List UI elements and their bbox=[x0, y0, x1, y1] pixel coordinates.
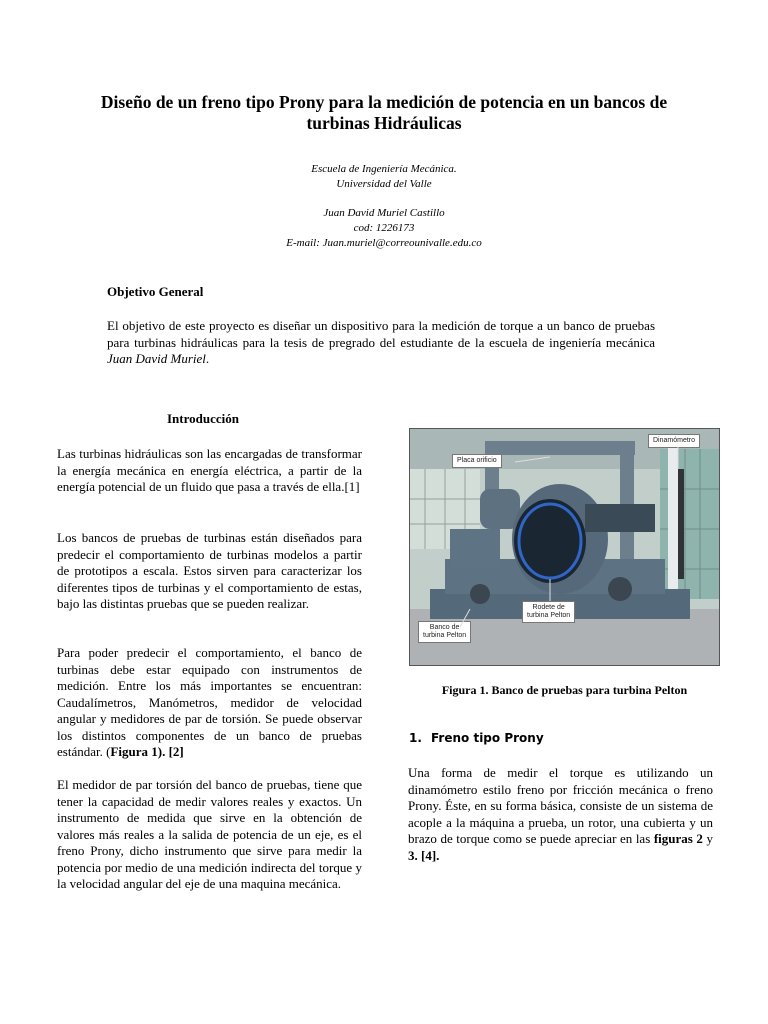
figures-ref: figuras 2 bbox=[653, 831, 703, 846]
figure-ref: Figura 1 bbox=[110, 744, 158, 759]
author-email: E-mail: Juan.muriel@correounivalle.edu.co bbox=[286, 237, 482, 249]
figure-1-photo bbox=[409, 428, 720, 666]
label-placa-orificio: Placa orificio bbox=[452, 454, 502, 468]
label-rodete: Rodete de turbina Pelton bbox=[522, 601, 575, 623]
objective-paragraph bbox=[107, 318, 655, 368]
objective-author: Juan David Muriel bbox=[107, 351, 206, 366]
intro-paragraph-2: Los bancos de pruebas de turbinas están diseñados para predecir el comportamiento de turbinas modelos a partir de prototipos a escala. Estos sirven para caracterizar los diferentes tipos de turbinas y el comportamiento de estas, bajo las distintas pruebas que se pueden realizar. bbox=[57, 530, 362, 611]
freno-number: 1. bbox=[409, 731, 422, 745]
objective-end: . bbox=[205, 351, 210, 366]
author-code: cod: 1226173 bbox=[353, 222, 415, 234]
intro-paragraph-1: Las turbinas hidráulicas son las encargadas de transformar la energía mecánica en energía eléctrica, a partir de la energía potencial de un fluido que pasa a través de ella.[1] bbox=[57, 446, 362, 494]
paper-title: Diseño de un freno tipo Prony para la medición de potencia en un bancos de turbinas Hidráulicas bbox=[100, 92, 668, 133]
freno-heading bbox=[409, 731, 544, 745]
intro-heading: Introducción bbox=[167, 411, 239, 426]
label-banco: Banco de turbina Pelton bbox=[418, 621, 471, 643]
freno-title: Freno tipo Prony bbox=[431, 731, 544, 745]
intro-paragraph-3: Para poder predecir el comportamiento, el banco de turbinas debe estar equipado con instrumentos de medición. Entre los más importantes se encuentran: Caudalímetros, Manómetros, medidor de velocidad angular y medidores de par de torsión. Se puede observar los distintos componentes de un banco de pruebas estándar. (Figura 1). [2] bbox=[57, 645, 362, 759]
figure-1-caption: Figura 1. Banco de pruebas para turbina Pelton bbox=[441, 683, 688, 697]
affiliation-university: Universidad del Valle bbox=[336, 178, 432, 190]
author-name: Juan David Muriel Castillo bbox=[323, 207, 445, 219]
intro-paragraph-4: El medidor de par torsión del banco de pruebas, tiene que tener la capacidad de medir valores reales y exactos. Un instrumento de medida que sirve en la obtención de valores más reales a la salida de potencia de un eje, es el freno Prony, dicho instrumento que sirve para medir la potencia por medio de una medición indirecta del torque y la velocidad angular del eje de una maquina mecánica. bbox=[57, 777, 362, 891]
freno-paragraph: Una forma de medir el torque es utilizando un dinamómetro estilo freno por fricción mecánica o freno Prony. Éste, en su forma básica, consiste de un sistema de acople a la máquina a prueba, un rotor, una cubierta y un brazo de torque como se puede apreciar en las figuras 2 y 3. [4]. bbox=[408, 765, 713, 863]
callout-lines bbox=[410, 429, 719, 665]
objective-heading: Objetivo General bbox=[107, 284, 204, 299]
label-dinamometro: Dinamómetro bbox=[648, 434, 700, 448]
affiliation-school: Escuela de Ingeniería Mecánica. bbox=[311, 163, 457, 175]
objective-text: El objetivo de este proyecto es diseñar un dispositivo para la medición de torque a un banco de pruebas para turbinas hidráulicas para la tesis de pregrado del estudiante de la escuela de ingeniería mecánica bbox=[107, 318, 655, 350]
